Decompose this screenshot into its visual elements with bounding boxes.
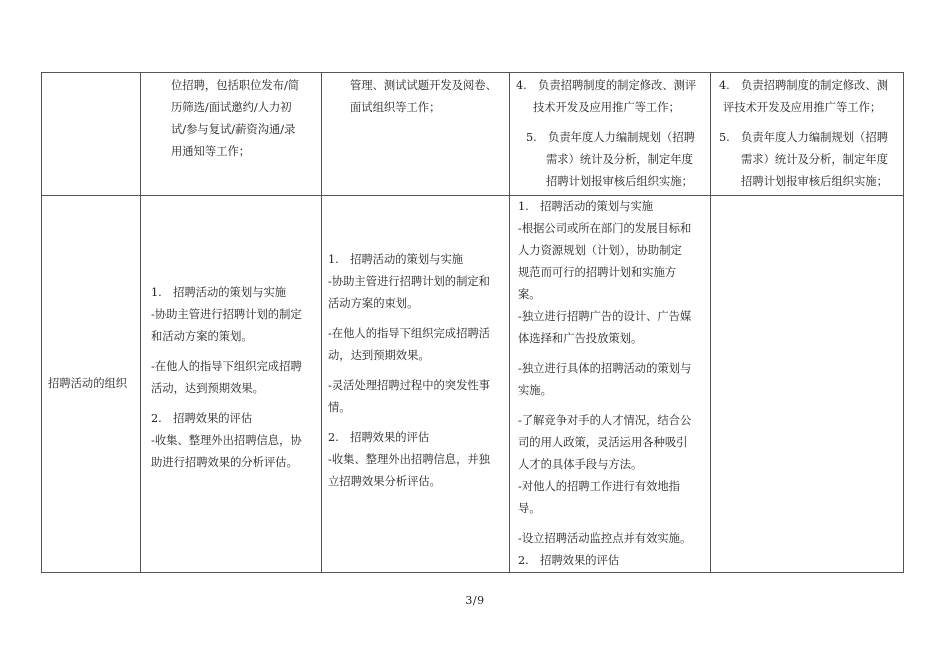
section-heading: 2. 招聘效果的评估 [151, 412, 253, 425]
list-item-4-line: 评技术开发及应用推广等工作； [723, 101, 882, 114]
text-line: -根据公司或所在部门的发展目标和 [518, 222, 692, 235]
text-line: 用通知等工作； [171, 145, 251, 158]
list-item-4-line: 技术开发及应用推广等工作； [533, 101, 680, 114]
text-line: -了解竞争对手的人才情况，结合公 [518, 414, 692, 427]
text-line: 司的用人政策，灵活运用各种吸引 [518, 436, 688, 449]
list-item-5-line: 需求）统计及分析，制定年度 [741, 153, 888, 166]
table-row [42, 196, 904, 573]
text-line: 导。 [518, 502, 541, 515]
list-item-4-line: 4. 负责招聘制度的制定修改、测评 [516, 79, 697, 92]
section-heading: 2. 招聘效果的评估 [518, 554, 620, 567]
row1-col5-cell [711, 73, 904, 196]
table-row [42, 73, 904, 196]
text-line: 助进行招聘效果的分析评估。 [151, 456, 298, 469]
row-label-cell [42, 196, 141, 573]
row-label: 招聘活动的组织 [48, 377, 128, 390]
text-line: -收集、整理外出招聘信息，协 [151, 434, 302, 447]
page-number: 3/9 [465, 594, 485, 607]
text-line: -协助主管进行招聘计划的制定和 [328, 275, 490, 288]
text-line: 试/参与复试/薪资沟通/录 [171, 123, 296, 136]
text-line: 活动，达到预期效果。 [151, 382, 264, 395]
row2-col2-cell [141, 196, 322, 573]
text-line: -在他人的指导下组织完成招聘活 [328, 327, 490, 340]
list-item-5-line: 需求）统计及分析，制定年度 [546, 153, 693, 166]
text-line: 情。 [328, 401, 351, 414]
section-heading: 2. 招聘效果的评估 [328, 431, 430, 444]
text-line: 实施。 [518, 384, 552, 397]
section-heading: 1. 招聘活动的策划与实施 [328, 253, 464, 266]
job-requirements-table [41, 72, 904, 573]
row1-col3-cell [322, 73, 510, 196]
row2-col5-cell [711, 196, 904, 573]
row2-col4-cell [510, 196, 711, 573]
list-item-5-line: 5. 负责年度人力编制规划（招聘 [719, 131, 888, 144]
row1-col4-cell [510, 73, 711, 196]
row2-col3-cell [322, 196, 510, 573]
row1-label-cell [42, 73, 141, 196]
text-line: 规范而可行的招聘计划和实施方 [518, 266, 677, 279]
text-line: 人力资源规划（计划），协助制定 [518, 244, 682, 257]
text-line: 人才的具体手段与方法。 [518, 458, 643, 471]
text-line: -独立进行具体的招聘活动的策划与 [518, 362, 692, 375]
text-line: 立招聘效果分析评估。 [328, 475, 441, 488]
section-heading: 1. 招聘活动的策划与实施 [151, 286, 287, 299]
text-line: 位招聘，包括职位发布/简 [171, 79, 300, 92]
text-line: 和活动方案的策划。 [151, 330, 253, 343]
text-line: -独立进行招聘广告的设计、广告媒 [518, 310, 692, 323]
text-line: -协助主管进行招聘计划的制定 [151, 308, 302, 321]
text-line: -在他人的指导下组织完成招聘 [151, 360, 302, 373]
list-item-5-line: 招聘计划报审核后组织实施； [546, 175, 693, 188]
text-line: 体选择和广告投放策划。 [518, 332, 643, 345]
text-line: -设立招聘活动监控点并有效实施。 [518, 532, 692, 545]
text-line: -灵活处理招聘过程中的突发性事 [328, 379, 490, 392]
text-line: -收集、整理外出招聘信息，并独 [328, 453, 490, 466]
text-line: 面试组织等工作； [350, 101, 441, 114]
list-item-5-line: 5. 负责年度人力编制规划（招聘 [526, 131, 695, 144]
row1-col2-cell [141, 73, 322, 196]
list-item-4-line: 4. 负责招聘制度的制定修改、测 [719, 79, 888, 92]
text-line: 案。 [518, 288, 541, 301]
text-line: -对他人的招聘工作进行有效地指 [518, 480, 680, 493]
text-line: 活动方案的束划。 [328, 297, 419, 310]
list-item-5-line: 招聘计划报审核后组织实施； [741, 175, 888, 188]
text-line: 历筛选/面试邀约/人力初 [171, 101, 292, 114]
text-line: 管理、测试试题开发及阅卷、 [350, 79, 497, 92]
text-line: 动，达到预期效果。 [328, 349, 430, 362]
section-heading: 1. 招聘活动的策划与实施 [518, 200, 654, 213]
